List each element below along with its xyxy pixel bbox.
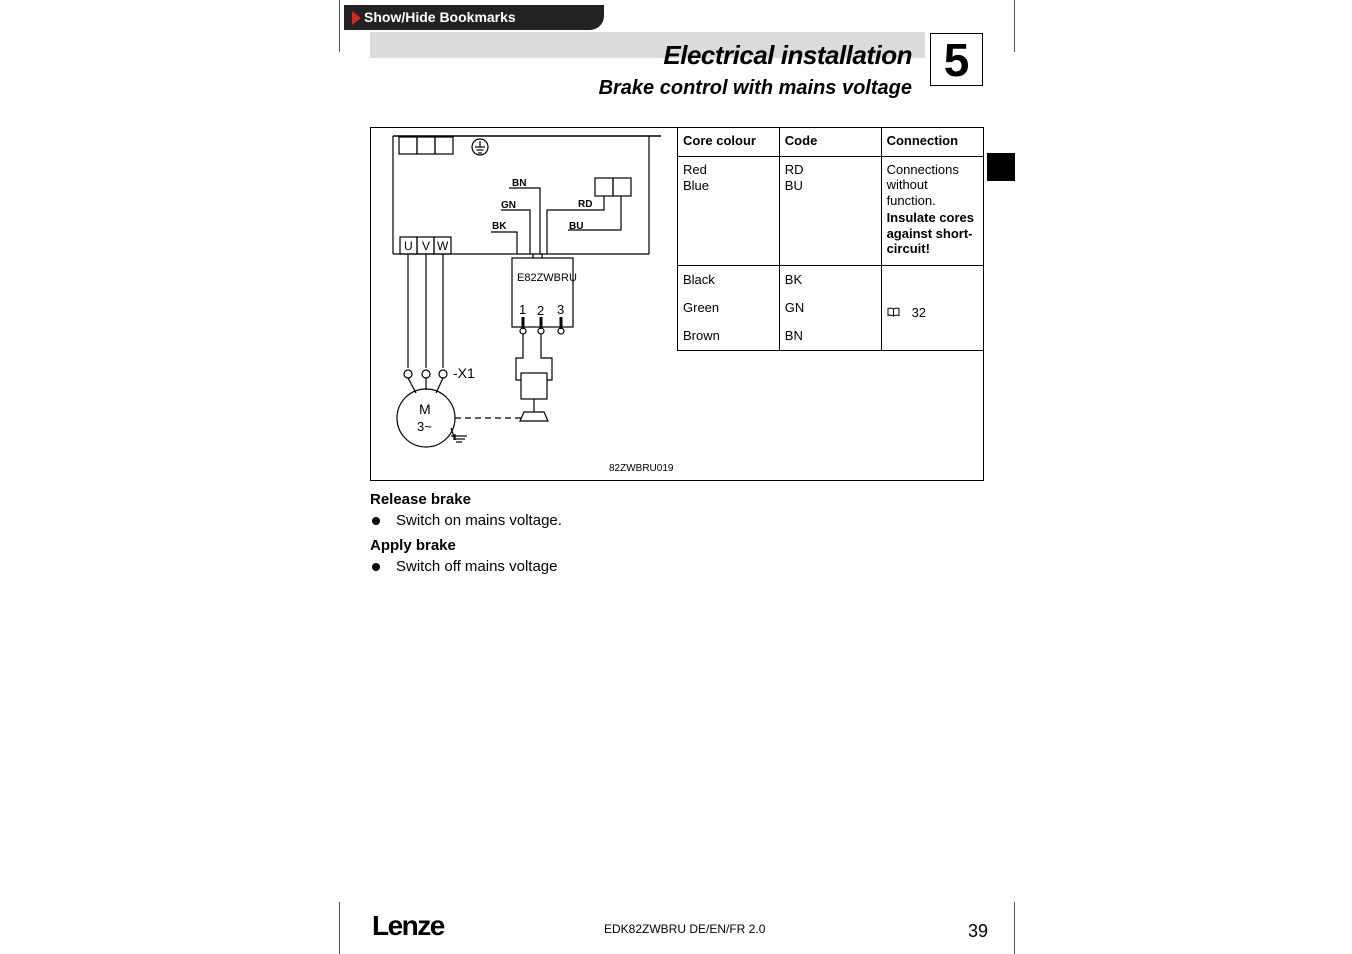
release-brake-heading: Release brake bbox=[370, 491, 471, 508]
lenze-logo: Lenze bbox=[372, 910, 444, 941]
code-gn: GN bbox=[784, 299, 805, 315]
release-brake-item: Switch on mains voltage. bbox=[396, 512, 562, 529]
bullet-icon bbox=[372, 517, 380, 525]
wire-label-bn: BN bbox=[512, 178, 527, 189]
document-id: EDK82ZWBRU DE/EN/FR 2.0 bbox=[604, 922, 766, 936]
wire-label-gn: GN bbox=[501, 200, 516, 211]
apply-brake-item: Switch off mains voltage bbox=[396, 558, 558, 575]
apply-brake-heading: Apply brake bbox=[370, 537, 456, 554]
colour-black: Black bbox=[683, 271, 715, 287]
module-label: E82ZWBRU bbox=[517, 272, 577, 284]
connection-cell bbox=[881, 265, 983, 350]
page-number: 39 bbox=[968, 921, 989, 941]
code-bk: BK bbox=[784, 271, 803, 287]
terminal-label-u: U bbox=[404, 239, 413, 253]
code-cell bbox=[779, 265, 881, 350]
triangle-right-icon bbox=[352, 11, 361, 25]
page-edge-left-bottom bbox=[339, 902, 340, 954]
column-header-core-colour: Core colour bbox=[678, 128, 780, 156]
page-reference-number: 32 bbox=[911, 304, 927, 320]
column-header-connection: Connection bbox=[881, 128, 983, 156]
core-colour-cell bbox=[678, 156, 780, 265]
core-colour-cell bbox=[678, 265, 780, 350]
code-rd: RD bbox=[784, 161, 804, 177]
table-header-row bbox=[678, 128, 984, 156]
colour-green: Green bbox=[683, 299, 720, 315]
colour-red: Red bbox=[683, 161, 707, 177]
terminal-label-w: W bbox=[437, 239, 449, 253]
page-title: Electrical installation bbox=[663, 40, 912, 70]
column-header-code: Code bbox=[779, 128, 881, 156]
core-colour-table bbox=[677, 128, 983, 351]
motor-phase-label: 3~ bbox=[417, 419, 432, 434]
diagram-code: 82ZWBRU019 bbox=[609, 463, 674, 474]
bookmark-button-label: Show/Hide Bookmarks bbox=[364, 9, 516, 25]
module-terminal-3: 3 bbox=[557, 302, 565, 317]
code-cell bbox=[779, 156, 881, 265]
code-bn: BN bbox=[784, 327, 803, 343]
chapter-tab-marker bbox=[987, 153, 1015, 181]
connection-note: Connections without function. bbox=[886, 161, 959, 208]
wire-label-rd: RD bbox=[578, 199, 593, 210]
module-terminal-1: 1 bbox=[519, 302, 527, 317]
terminal-label-v: V bbox=[422, 239, 431, 253]
connection-warning: Insulate cores against short-circuit! bbox=[886, 210, 974, 256]
connection-cell bbox=[881, 156, 983, 265]
colour-brown: Brown bbox=[683, 327, 720, 343]
wire-label-bu: BU bbox=[569, 221, 584, 232]
page-edge-right-bottom bbox=[1014, 902, 1015, 954]
page-reference[interactable] bbox=[887, 305, 978, 321]
bullet-icon bbox=[372, 563, 380, 571]
wiring-diagram bbox=[371, 128, 677, 480]
terminal-x1-label: -X1 bbox=[453, 365, 475, 381]
code-bu: BU bbox=[784, 177, 803, 193]
page-subtitle: Brake control with mains voltage bbox=[598, 77, 912, 99]
wire-label-bk: BK bbox=[492, 221, 507, 232]
colour-blue: Blue bbox=[683, 177, 710, 193]
table-row bbox=[678, 156, 984, 265]
diagram-table-frame bbox=[370, 127, 984, 481]
show-hide-bookmarks-button[interactable] bbox=[344, 5, 604, 30]
page-edge-right-top bbox=[1014, 0, 1015, 52]
module-terminal-2: 2 bbox=[537, 303, 545, 318]
chapter-number: 5 bbox=[930, 33, 983, 86]
page-edge-left-top bbox=[339, 0, 340, 52]
table-row bbox=[678, 265, 984, 350]
book-icon bbox=[887, 305, 900, 321]
motor-label: M bbox=[419, 401, 431, 417]
